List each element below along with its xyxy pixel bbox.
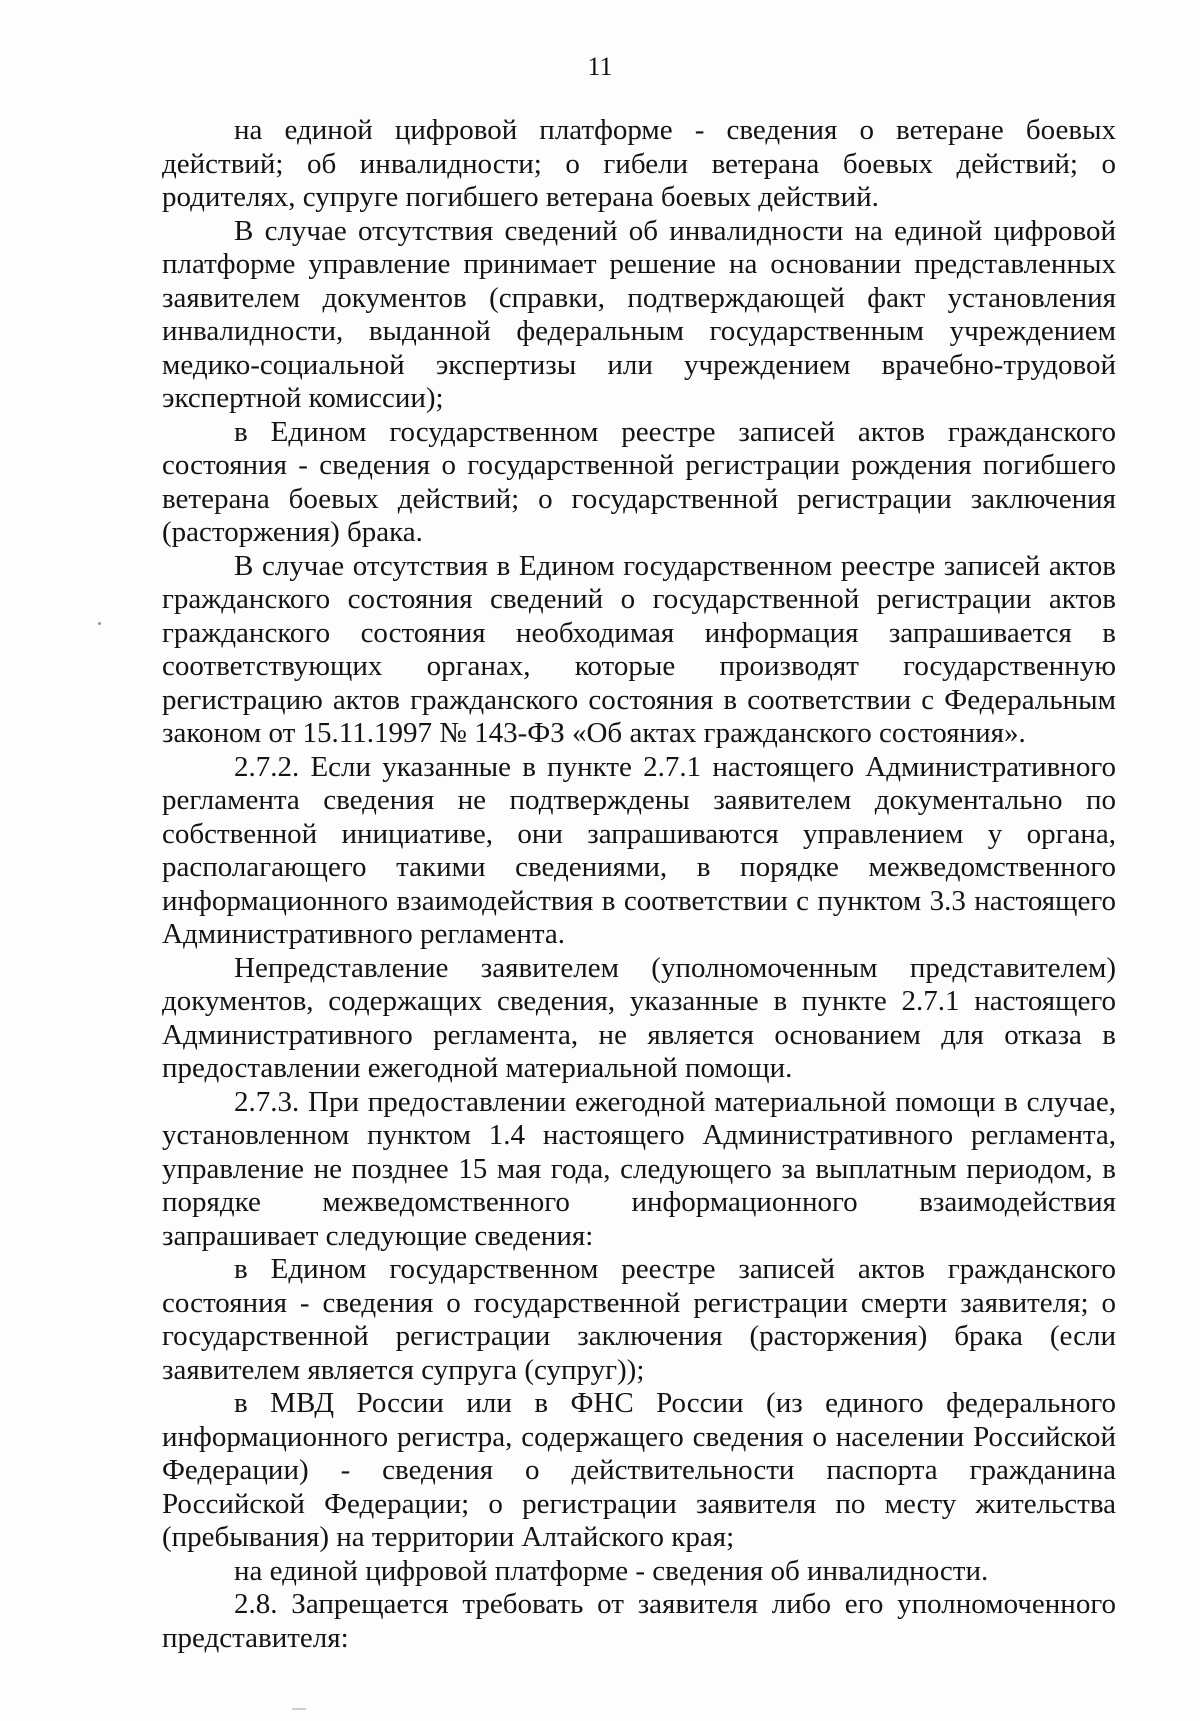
paragraph: на единой цифровой платформе - сведения об инвалидности. (234, 1554, 989, 1587)
paragraph: 2.7.2. Если указанные в пункте 2.7.1 настоящего Административного регламента сведения не подтверждены заявителем документально по собственной инициативе, они запрашиваются управлением у органа, располагающего такими сведениями, в порядке межведомственного информационного взаимодействия в соответствии с пунктом 3.3 настоящего Административного регламента. (162, 750, 1116, 950)
paragraph: в МВД России или в ФНС России (из единого федерального информационного регистра, содержащего сведения о населении Российской Федерации) - сведения о действительности паспорта гражданина Российской Федерации; о регистрации заявителя по месту жительства (пребывания) на территории Алтайского края; (162, 1387, 1116, 1553)
paragraph: в Едином государственном реестре записей актов гражданского состояния - сведения о государственной регистрации рождения погибшего ветерана боевых действий; о государственной регистрации заключения (расторжения) брака. (162, 415, 1116, 548)
paragraph: 2.8. Запрещается требовать от заявителя либо его уполномоченного представителя: (162, 1588, 1116, 1654)
document-body (162, 114, 1116, 1655)
scan-speck (98, 622, 101, 625)
paragraph: В случае отсутствия сведений об инвалидности на единой цифровой платформе управление принимает решение на основании представленных заявителем документов (справки, подтверждающей факт установления инвалидности, выданной федеральным государственным учреждением медико-социальной экспертизы или учреждением врачебно-трудовой экспертной комиссии); (162, 214, 1116, 414)
paragraph: Непредставление заявителем (уполномоченным представителем) документов, содержащих сведения, указанные в пункте 2.7.1 настоящего Административного регламента, не является основанием для отказа в предоставлении ежегодной материальной помощи. (162, 951, 1116, 1084)
paragraph: в Едином государственном реестре записей актов гражданского состояния - сведения о государственной регистрации смерти заявителя; о государственной регистрации заключения (расторжения) брака (если заявителем является супруга (супруг)); (162, 1253, 1116, 1386)
paragraph: на единой цифровой платформе - сведения о ветеране боевых действий; об инвалидности; о гибели ветерана боевых действий; о родителях, супруге погибшего ветерана боевых действий. (162, 114, 1116, 213)
paragraph: В случае отсутствия в Едином государственном реестре записей актов гражданского состояния сведений о государственной регистрации актов гражданского состояния необходимая информация запрашивается в соответствующих органах, которые производят государственную регистрацию актов гражданского состояния в соответствии с Федеральным законом от 15.11.1997 № 143-ФЗ «Об актах гражданского состояния». (162, 549, 1116, 749)
paragraph: 2.7.3. При предоставлении ежегодной материальной помощи в случае, установленном пунктом 1.4 настоящего Административного регламента, управление не позднее 15 мая года, следующего за выплатным периодом, в порядке межведомственного информационного взаимодействия запрашивает следующие сведения: (162, 1085, 1116, 1252)
scan-speck (292, 1708, 306, 1710)
page-number: 11 (587, 52, 613, 81)
